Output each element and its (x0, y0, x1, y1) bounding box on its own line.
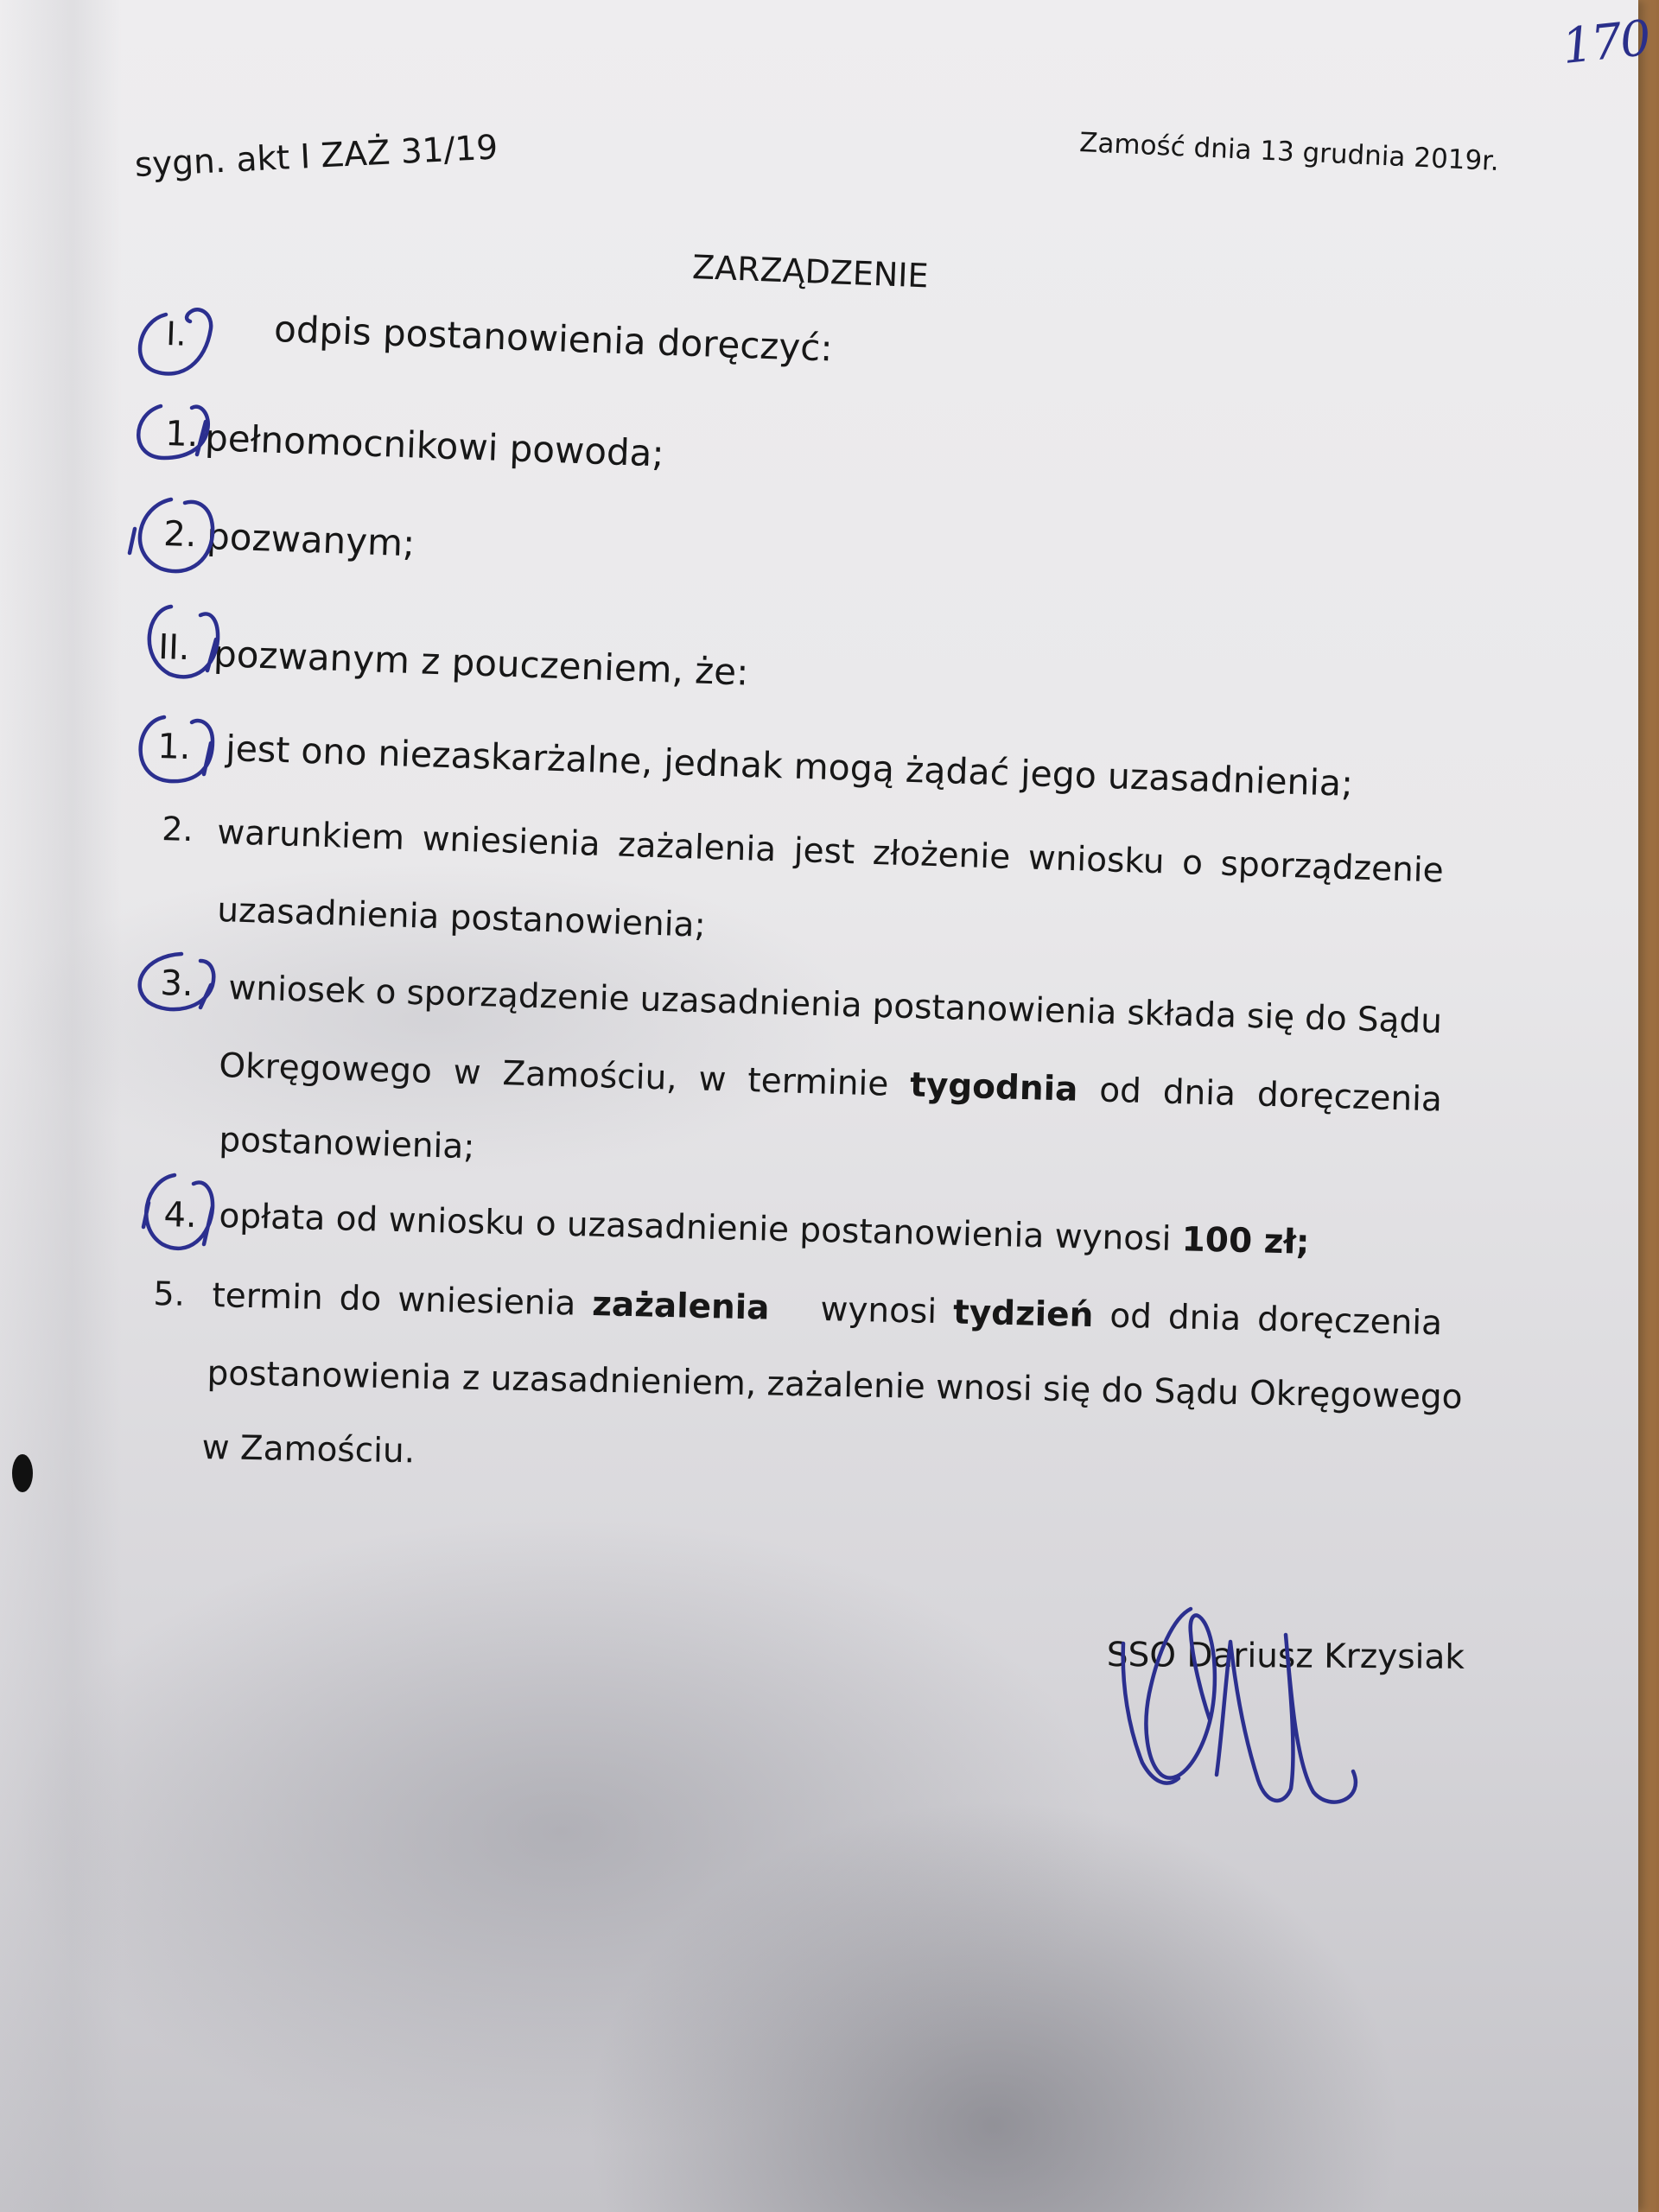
justified-word: dnia (1162, 1072, 1236, 1114)
justified-word: złożenie (872, 833, 1011, 877)
signatory-name: SSO Dariusz Krzysiak (1106, 1636, 1465, 1677)
justified-word: zażalenia (617, 825, 777, 870)
justified-word: wniesienia (421, 819, 601, 864)
justified-word: wniesienia (397, 1280, 576, 1324)
justified-word: sporządzenie (1219, 844, 1445, 891)
fee-text: opłata od wniosku o uzasadnienie postanowienia wynosi (218, 1197, 1172, 1259)
justified-word: doręczenia (1256, 1300, 1443, 1344)
justified-word: wniosek (227, 969, 366, 1012)
section-two-text: pozwanym z pouczeniem, że: (213, 632, 750, 694)
justified-word: w (697, 1059, 728, 1100)
section-one-item-1-text: pełnomocnikowi powoda; (204, 416, 665, 475)
signature-stroke-loop (1146, 1609, 1214, 1778)
justified-word: do (1304, 998, 1348, 1039)
justified-word: o (375, 972, 397, 1013)
section-two-item-2-marker: 2. (161, 810, 194, 849)
emphasized-term: zażalenia (591, 1284, 771, 1328)
justified-word: Sądu (1357, 1000, 1443, 1042)
circle-mark-section-two-item-4 (143, 1175, 213, 1249)
emphasized-term: tydzień (952, 1293, 1094, 1336)
justified-word: Okręgowego (218, 1046, 433, 1091)
signature-stroke-tail (1217, 1635, 1356, 1802)
section-two-item-3-marker: 3. (159, 963, 194, 1005)
section-two-item-5-line-2: postanowienia z uzasadnieniem, zażalenie wnosi się do Sądu Okręgowego (207, 1354, 1463, 1417)
section-two-item-5-line-3: w Zamościu. (201, 1428, 416, 1471)
section-one-item-2-text: pozwanym; (206, 515, 416, 565)
circle-mark-section-two (149, 607, 218, 677)
justified-word: uzasadnienia (639, 980, 863, 1026)
justified-word: warunkiem (216, 813, 405, 858)
section-two-item-5-marker: 5. (153, 1274, 186, 1313)
section-two-item-1-marker: 1. (156, 727, 192, 768)
section-two-item-2-line-2: uzasadnienia postanowienia; (216, 891, 707, 945)
justified-word: doręczenia (1256, 1075, 1443, 1120)
circle-mark-section-one (140, 309, 211, 373)
section-two-item-1-text: jest ono niezaskarżalne, jednak mogą żądać jego uzasadnienia; (225, 728, 1354, 804)
justified-word: terminie (747, 1061, 889, 1104)
justified-word: składa (1126, 994, 1237, 1036)
justified-word: o (1181, 843, 1204, 883)
justified-word: od (1109, 1296, 1153, 1337)
section-one-text: odpis postanowienia doręczyć: (273, 308, 834, 370)
circle-mark-section-one-item-1 (138, 406, 208, 458)
justified-word: termin (212, 1276, 324, 1318)
justified-word: postanowienia (871, 986, 1118, 1033)
justified-word: wniosku (1027, 838, 1166, 882)
justified-word: wynosi (819, 1289, 938, 1332)
emphasized-term: tygodnia (909, 1065, 1078, 1109)
justified-word: w (453, 1052, 482, 1093)
circle-mark-section-two-item-3 (140, 954, 214, 1009)
justified-word: do (339, 1279, 382, 1319)
section-one-item-2-marker: 2. (162, 514, 198, 556)
justified-word: od (1098, 1071, 1142, 1111)
handwritten-page-number: 170 (1559, 10, 1652, 76)
section-one-item-1-marker: 1. (164, 414, 200, 455)
circle-mark-section-two-item-1 (141, 717, 213, 781)
section-one-marker: I. (165, 315, 188, 353)
section-two-item-3-line-3: postanowienia; (218, 1121, 475, 1167)
justified-word: dnia (1167, 1298, 1242, 1339)
circle-mark-section-one-item-2 (130, 499, 213, 571)
document-title: ZARZĄDZENIE (691, 248, 930, 296)
justified-word: się (1246, 996, 1295, 1038)
section-two-marker: II. (157, 627, 191, 669)
section-two-item-4-marker: 4. (162, 1195, 198, 1236)
justified-word: sporządzenie (405, 973, 631, 1019)
place-date: Zamość dnia 13 grudnia 2019r. (1078, 127, 1500, 178)
justified-word: jest (793, 830, 855, 873)
case-number: sygn. akt I ZAŻ 31/19 (133, 128, 499, 185)
justified-word: Zamościu, (501, 1054, 678, 1098)
fee-amount: 100 zł; (1181, 1220, 1311, 1262)
